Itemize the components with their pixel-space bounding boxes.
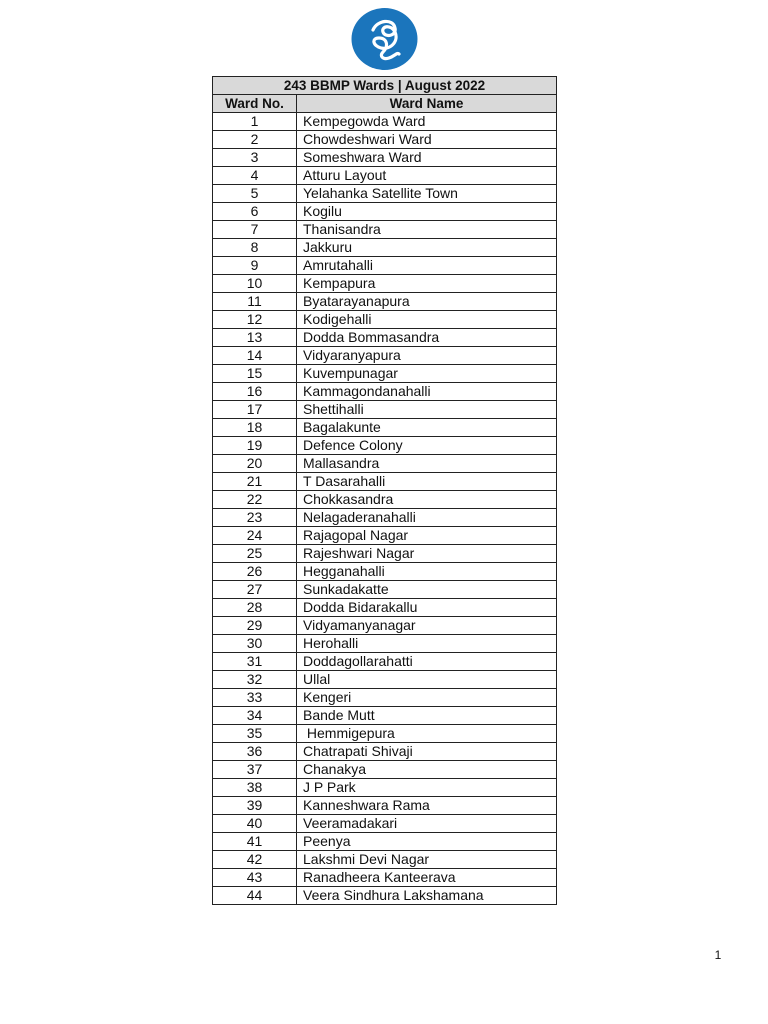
ward-name-cell: T Dasarahalli [297, 473, 557, 491]
table-header-row [213, 95, 557, 113]
ward-name-cell: Dodda Bommasandra [297, 329, 557, 347]
table-row [213, 437, 557, 455]
ward-name-cell: Vidyamanyanagar [297, 617, 557, 635]
table-row [213, 581, 557, 599]
ward-number-cell: 36 [213, 743, 297, 761]
table-row [213, 653, 557, 671]
ward-number-cell: 11 [213, 293, 297, 311]
table-row [213, 185, 557, 203]
ward-name-cell: Hegganahalli [297, 563, 557, 581]
ward-name-cell: Atturu Layout [297, 167, 557, 185]
ward-name-cell: Kogilu [297, 203, 557, 221]
ward-number-cell: 32 [213, 671, 297, 689]
ward-number-cell: 44 [213, 887, 297, 905]
ward-number-cell: 34 [213, 707, 297, 725]
ward-number-cell: 13 [213, 329, 297, 347]
table-row [213, 527, 557, 545]
ward-number-cell: 8 [213, 239, 297, 257]
ward-number-cell: 16 [213, 383, 297, 401]
table-row [213, 383, 557, 401]
ward-name-cell: Defence Colony [297, 437, 557, 455]
ward-name-cell: Ullal [297, 671, 557, 689]
ward-number-cell: 14 [213, 347, 297, 365]
table-row [213, 851, 557, 869]
ward-name-cell: Bagalakunte [297, 419, 557, 437]
table-row [213, 689, 557, 707]
ward-name-cell: Kengeri [297, 689, 557, 707]
table-row [213, 167, 557, 185]
table-row [213, 833, 557, 851]
ward-number-cell: 22 [213, 491, 297, 509]
ward-name-cell: Vidyaranyapura [297, 347, 557, 365]
table-row [213, 239, 557, 257]
ward-name-cell: Chokkasandra [297, 491, 557, 509]
table-row [213, 293, 557, 311]
table-row [213, 797, 557, 815]
ward-number-cell: 21 [213, 473, 297, 491]
table-row [213, 203, 557, 221]
ward-name-cell: Kodigehalli [297, 311, 557, 329]
ward-number-cell: 4 [213, 167, 297, 185]
ward-name-cell: Byatarayanapura [297, 293, 557, 311]
ward-name-cell: Shettihalli [297, 401, 557, 419]
ward-number-cell: 40 [213, 815, 297, 833]
ward-name-cell: Kempegowda Ward [297, 113, 557, 131]
table-row [213, 311, 557, 329]
table-row [213, 329, 557, 347]
ward-number-cell: 15 [213, 365, 297, 383]
ward-number-cell: 7 [213, 221, 297, 239]
table-row [213, 509, 557, 527]
ward-name-cell: Bande Mutt [297, 707, 557, 725]
ward-name-cell: Chowdeshwari Ward [297, 131, 557, 149]
table-row [213, 779, 557, 797]
table-row [213, 761, 557, 779]
ward-number-cell: 23 [213, 509, 297, 527]
ward-name-cell: J P Park [297, 779, 557, 797]
ward-name-cell: Thanisandra [297, 221, 557, 239]
table-row [213, 149, 557, 167]
ward-name-cell: Chatrapati Shivaji [297, 743, 557, 761]
column-header-ward-name: Ward Name [297, 95, 557, 113]
table-title-row [213, 77, 557, 95]
ward-number-cell: 37 [213, 761, 297, 779]
ward-number-cell: 30 [213, 635, 297, 653]
table-row [213, 347, 557, 365]
ward-number-cell: 27 [213, 581, 297, 599]
table-title: 243 BBMP Wards | August 2022 [213, 77, 557, 95]
table-row [213, 419, 557, 437]
ward-number-cell: 18 [213, 419, 297, 437]
ward-name-cell: Jakkuru [297, 239, 557, 257]
ward-name-cell: Someshwara Ward [297, 149, 557, 167]
ward-name-cell: Sunkadakatte [297, 581, 557, 599]
table-row [213, 707, 557, 725]
ward-number-cell: 6 [213, 203, 297, 221]
ward-number-cell: 28 [213, 599, 297, 617]
ward-number-cell: 20 [213, 455, 297, 473]
table-row [213, 545, 557, 563]
table-row [213, 257, 557, 275]
table-row [213, 113, 557, 131]
ward-name-cell: Veera Sindhura Lakshamana [297, 887, 557, 905]
ward-name-cell: Rajeshwari Nagar [297, 545, 557, 563]
ward-name-cell: Kammagondanahalli [297, 383, 557, 401]
ward-name-cell: Chanakya [297, 761, 557, 779]
table-row [213, 401, 557, 419]
ward-table-body [213, 113, 557, 905]
table-row [213, 671, 557, 689]
table-row [213, 221, 557, 239]
ward-name-cell: Peenya [297, 833, 557, 851]
ward-number-cell: 29 [213, 617, 297, 635]
table-row [213, 617, 557, 635]
ward-name-cell: Doddagollarahatti [297, 653, 557, 671]
table-row [213, 869, 557, 887]
ward-number-cell: 24 [213, 527, 297, 545]
ward-name-cell: Yelahanka Satellite Town [297, 185, 557, 203]
ward-number-cell: 10 [213, 275, 297, 293]
ward-number-cell: 12 [213, 311, 297, 329]
table-row [213, 365, 557, 383]
table-row [213, 455, 557, 473]
ward-number-cell: 17 [213, 401, 297, 419]
ward-number-cell: 3 [213, 149, 297, 167]
swirl-logo-icon [351, 8, 418, 70]
ward-number-cell: 38 [213, 779, 297, 797]
ward-name-cell: Lakshmi Devi Nagar [297, 851, 557, 869]
ward-table [212, 76, 557, 905]
table-row [213, 563, 557, 581]
table-row [213, 599, 557, 617]
table-row [213, 491, 557, 509]
ward-name-cell: Nelagaderanahalli [297, 509, 557, 527]
ward-number-cell: 42 [213, 851, 297, 869]
ward-number-cell: 9 [213, 257, 297, 275]
ward-name-cell: Dodda Bidarakallu [297, 599, 557, 617]
ward-number-cell: 25 [213, 545, 297, 563]
ward-number-cell: 43 [213, 869, 297, 887]
table-row [213, 473, 557, 491]
ward-name-cell: Rajagopal Nagar [297, 527, 557, 545]
page-number: 1 [714, 948, 722, 962]
ward-number-cell: 2 [213, 131, 297, 149]
ward-number-cell: 41 [213, 833, 297, 851]
ward-name-cell: Kuvempunagar [297, 365, 557, 383]
table-row [213, 725, 557, 743]
column-header-ward-no: Ward No. [213, 95, 297, 113]
ward-name-cell: Kanneshwara Rama [297, 797, 557, 815]
ward-number-cell: 39 [213, 797, 297, 815]
ward-number-cell: 35 [213, 725, 297, 743]
ward-name-cell: Herohalli [297, 635, 557, 653]
ward-number-cell: 19 [213, 437, 297, 455]
table-row [213, 635, 557, 653]
ward-name-cell: Kempapura [297, 275, 557, 293]
ward-name-cell: Hemmigepura [297, 725, 557, 743]
table-row [213, 131, 557, 149]
ward-number-cell: 26 [213, 563, 297, 581]
table-row [213, 815, 557, 833]
ward-number-cell: 33 [213, 689, 297, 707]
ward-number-cell: 5 [213, 185, 297, 203]
ward-number-cell: 31 [213, 653, 297, 671]
table-row [213, 275, 557, 293]
ward-name-cell: Amrutahalli [297, 257, 557, 275]
ward-name-cell: Ranadheera Kanteerava [297, 869, 557, 887]
ward-number-cell: 1 [213, 113, 297, 131]
ward-name-cell: Veeramadakari [297, 815, 557, 833]
ward-name-cell: Mallasandra [297, 455, 557, 473]
table-row [213, 743, 557, 761]
table-row [213, 887, 557, 905]
